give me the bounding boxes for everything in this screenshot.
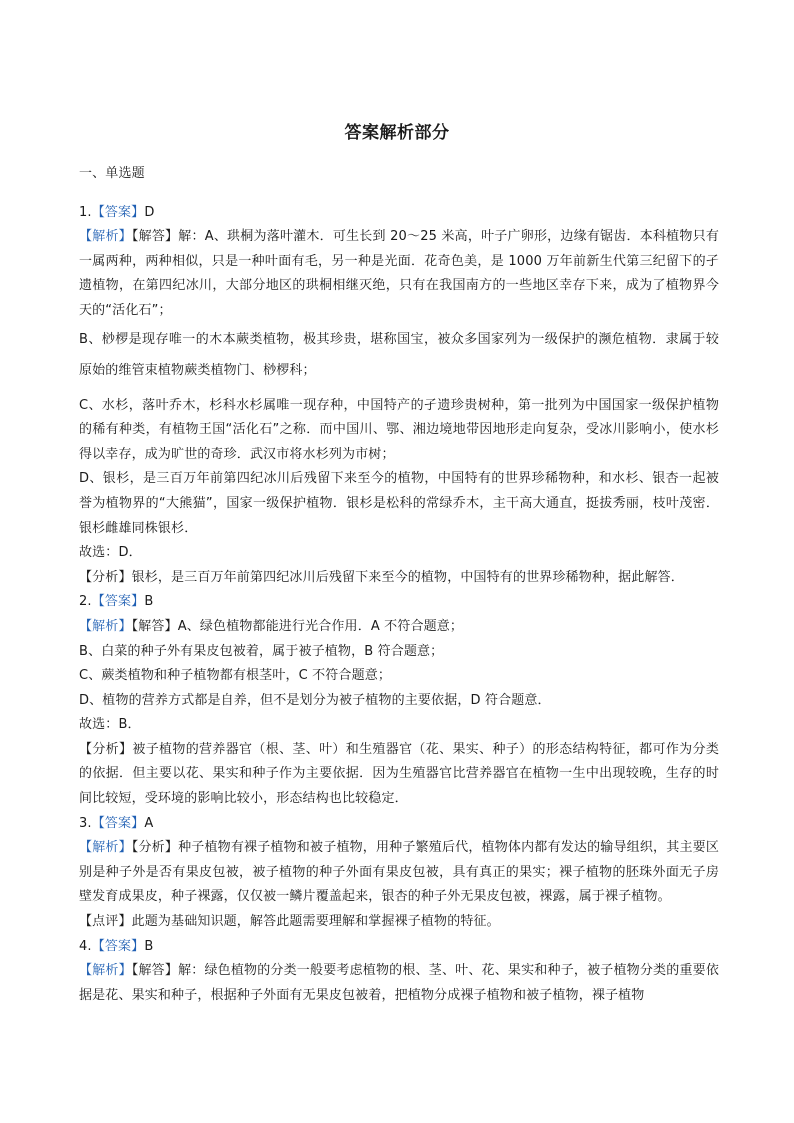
spacer [79, 187, 719, 201]
answer-tag: 【答案】 [91, 815, 145, 831]
comment-tag: 【点评】 [79, 914, 132, 930]
explain-tag: 【分析】 [79, 569, 132, 585]
q1-option-b: B、桫椤是现存唯一的木本蕨类植物，极其珍贵，堪称国宝，被众多国家列为一级保护的濒危植物．隶属于较原始的维管束植物蕨类植物门、桫椤科； [79, 331, 719, 378]
q1-option-c: C、水杉，落叶乔木，杉科水杉属唯一现存种，中国特产的孑遗珍贵树种，第一批列为中国国家一级保护植物的稀有种类，有植物王国“活化石”之称．而中国川、鄂、湘边境地带因地形走向复杂，受冰川影响小，使水杉得以幸存，成为旷世的奇珍．武汉市将水杉列为市树； [79, 397, 719, 462]
answer-tag: 【答案】 [91, 204, 145, 220]
q1-answer: D [144, 204, 155, 220]
solution-tag: 【解答】 [131, 618, 178, 634]
q2-option-d: D、植物的营养方式都是自养，但不是划分为被子植物的主要依据，D 符合题意． [79, 692, 551, 708]
solution-tag: 【解答】 [131, 963, 179, 979]
q4-solution: 【解析】【解答】解：绿色植物的分类一般要考虑植物的根、茎、叶、花、果实和种子，被子植物分类的重要依据是花、果实和种子，根据种子外面有无果皮包被着，把植物分成裸子植物和被子植物，裸子植物 [79, 963, 719, 1003]
q2-answer: B [144, 594, 154, 610]
q2-choose: 故选：B． [79, 717, 141, 733]
q3-answer-line: 3.【答案】A [79, 815, 154, 831]
answer-tag: 【答案】 [91, 938, 145, 954]
q2-option-c: C、蕨类植物和种子植物都有根茎叶，C 不符合题意； [79, 668, 392, 684]
q3-explain: 【解析】【分析】种子植物有裸子植物和被子植物，用种子繁殖后代，植物体内都有发达的输导组织，其主要区别是种子外是否有果皮包被，被子植物的种子外面有果皮包被，具有真正的果实；裸子植物的胚珠外面无子房壁发育成果皮，种子裸露，仅仅被一鳞片覆盖起来，银杏的种子外无果皮包被，裸露，属于裸子植物。 [79, 840, 719, 905]
q2-option-a: 【解析】【解答】A、绿色植物都能进行光合作用．A 不符合题意； [79, 618, 464, 634]
q3-comment: 【点评】此题为基础知识题，解答此题需要理解和掌握裸子植物的特征。 [79, 914, 500, 930]
analysis-tag: 【解析】 [79, 963, 132, 979]
page-title: 答案解析部分 [344, 123, 450, 143]
answer-content [79, 162, 719, 1008]
q1-choose: 故选：D． [79, 545, 142, 561]
analysis-tag: 【解析】 [79, 618, 132, 634]
answer-tag: 【答案】 [91, 594, 145, 610]
explain-tag: 【分析】 [131, 840, 179, 856]
q2-answer-line: 2.【答案】B [79, 594, 154, 610]
q4-answer-line: 4.【答案】B [79, 938, 154, 954]
q1-explain: 【分析】银杉，是三百万年前第四纪冰川后残留下来至今的植物，中国特有的世界珍稀物种，据此解答． [79, 569, 684, 585]
solution-tag: 【解答】 [131, 229, 179, 245]
q2-option-b: B、白菜的种子外有果皮包被着，属于被子植物，B 符合题意； [79, 643, 444, 659]
q2-explain: 【分析】被子植物的营养器官（根、茎、叶）和生殖器官（花、果实、种子）的形态结构特征，都可作为分类的依据．但主要以花、果实和种子作为主要依据．因为生殖器官比营养器官在植物一生中出现较晚，生存的时间比较短，受环境的影响比较小，形态结构也比较稳定． [79, 741, 719, 807]
explain-tag: 【分析】 [79, 741, 133, 757]
q1-option-a: 【解析】【解答】解：A、珙桐为落叶灌木．可生长到 20～25 米高，叶子广卵形，边缘有锯齿．本科植物只有一属两种，两种相似，只是一种叶面有毛，另一种是光面．花奇色美，是 1000 万年前新生代第三纪留下的孑遗植物，在第四纪冰川，大部分地区的珙桐相继灭绝，只有在我国南方的一些地区幸存下来，成为了植物界今天的“活化石”； [79, 229, 719, 318]
q1-option-d: D、银杉，是三百万年前第四纪冰川后残留下来至今的植物，中国特有的世界珍稀物种，和水杉、银杏一起被誉为植物界的“大熊猫”，国家一级保护植物．银杉是松科的常绿乔木，主干高大通直，挺拔秀丽，枝叶茂密．银杉雌雄同株银杉． [79, 471, 719, 536]
analysis-tag: 【解析】 [79, 229, 132, 245]
section-heading: 一、单选题 [79, 166, 145, 181]
q3-answer: A [144, 815, 154, 831]
q1-answer-line: 1.【答案】D [79, 204, 155, 220]
analysis-tag: 【解析】 [79, 840, 132, 856]
spacer [79, 386, 719, 394]
q4-answer: B [144, 938, 154, 954]
